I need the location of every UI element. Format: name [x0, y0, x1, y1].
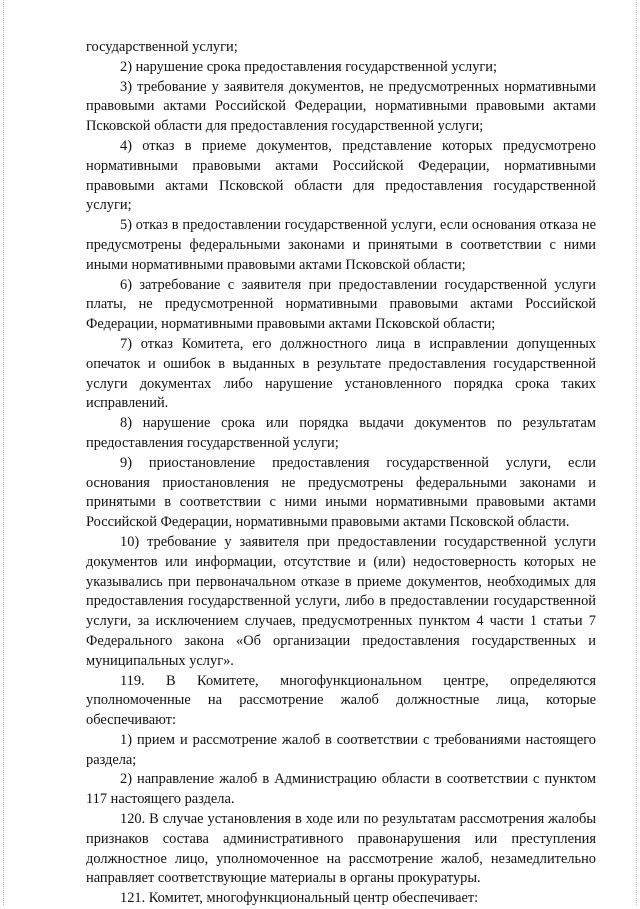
list-item-4: 4) отказ в приеме документов, представление которых предусмотрено нормативными правовыми актами Российской Федерации, нормативными правовыми актами Псковской области для предоставления государственной услуги; [86, 137, 596, 214]
list-item-6: 6) затребование с заявителя при предоставлении государственной услуги платы, не предусмотренной нормативными правовыми актами Российской Федерации, нормативными правовыми актами Псковской области; [86, 276, 596, 333]
clause-120: 120. В случае установления в ходе или по результатам рассмотрения жалобы признаков состава административного правонарушения или преступления должностное лицо, уполномоченное на рассмотрение жалоб, незамедлительно направляет соответствующие материалы в органы прокуратуры. [86, 811, 596, 887]
clause-121: 121. Комитет, многофункциональный центр обеспечивает: [120, 890, 479, 907]
document-body [86, 38, 596, 909]
paragraph-continuation: государственной услуги; [86, 39, 238, 55]
list-item-3: 3) требование у заявителя документов, не предусмотренных нормативными правовыми актами Российской Федерации, нормативными правовыми актами Псковской области для предоставления государственной услуги; [86, 78, 596, 135]
scan-edge-left [3, 0, 5, 905]
clause-119-item-1: 1) прием и рассмотрение жалоб в соответствии с требованиями настоящего раздела; [86, 731, 596, 768]
list-item-7: 7) отказ Комитета, его должностного лица в исправлении допущенных опечаток и ошибок в выданных в результате предоставления государственной услуги документах либо нарушение установленного порядка срока таких исправлений. [86, 335, 596, 412]
clause-119: 119. В Комитете, многофункциональном центре, определяются уполномоченные на рассмотрение жалоб должностные лица, которые обеспечивают: [86, 672, 596, 729]
clause-119-item-2: 2) направление жалоб в Администрацию области в соответствии с пунктом 117 настоящего раздела. [86, 771, 596, 808]
list-item-2: 2) нарушение срока предоставления государственной услуги; [120, 58, 497, 75]
list-item-9: 9) приостановление предоставления государственной услуги, если основания приостановления не предусмотрены федеральными законами и принятыми в соответствии с ними иными нормативными правовыми актами Российской Федерации, нормативными правовыми актами Псковской области. [86, 454, 596, 531]
list-item-5: 5) отказ в предоставлении государственной услуги, если основания отказа не предусмотрены федеральными законами и принятыми в соответствии с ними иными нормативными правовыми актами Псковской области; [86, 217, 596, 273]
list-item-8: 8) нарушение срока или порядка выдачи документов по результатам предоставления государственной услуги; [86, 415, 596, 451]
scan-edge-right [635, 0, 637, 905]
list-item-10: 10) требование у заявителя при предоставлении государственной услуги документов или информации, отсутствие и (или) недостоверность которых не указывались при первоначальном отказе в приеме документов, необходимых для предоставления государственной услуги, либо в предоставлении государственной услуги, за исключением случаев, предусмотренных пунктом 4 части 1 статьи 7 Федерального закона «Об организации предоставления государственных и муниципальных услуг». [86, 533, 596, 669]
